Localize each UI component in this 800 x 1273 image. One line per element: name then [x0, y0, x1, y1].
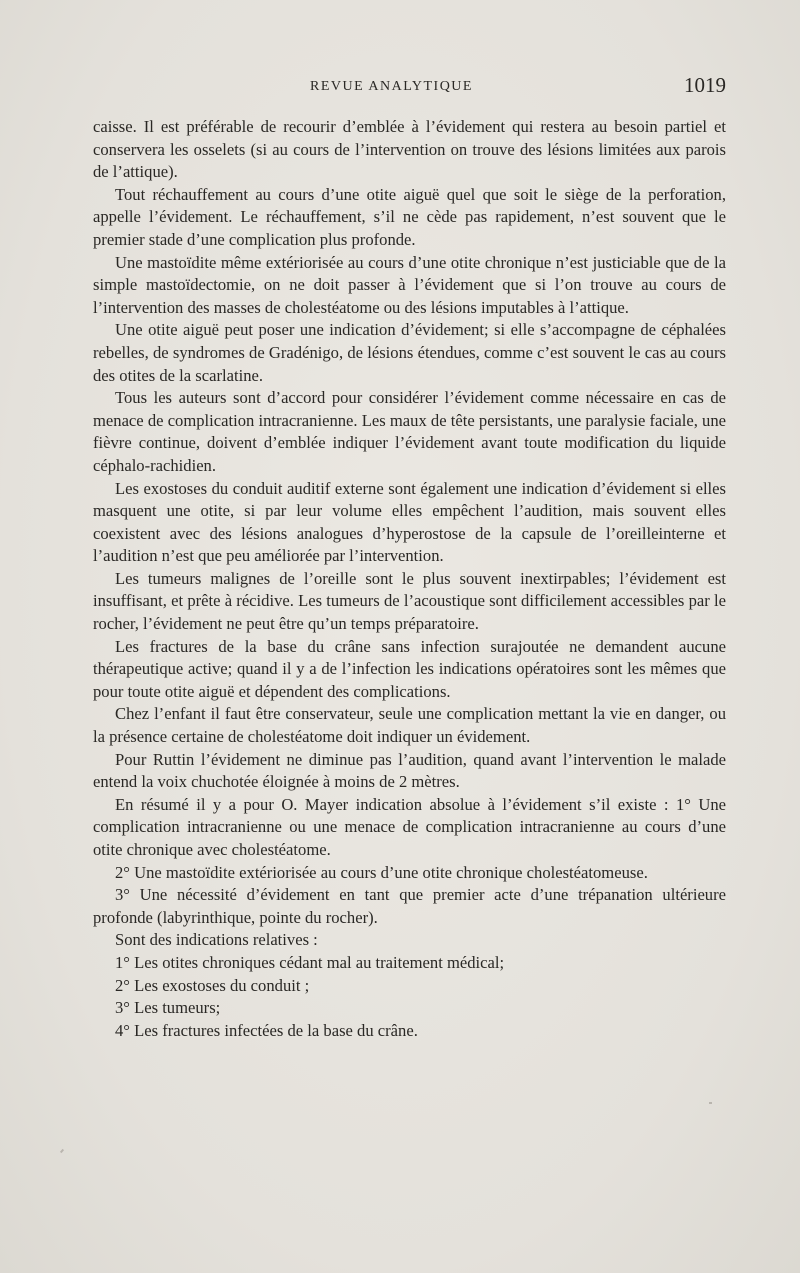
scan-speck — [60, 1149, 64, 1153]
list-item: 2° Les exostoses du conduit ; — [115, 975, 310, 995]
paragraph: Les exostoses du conduit auditif externe sont également une indication d’évidement si elles masquent une otite, si par leur volume elles empêchent l’audition, mais souvent elles coexistent avec des lésions analogues d’hyperostose de la capsule de l’oreilleinterne et l’audition n’est que peu améliorée par l’intervention. — [93, 478, 726, 566]
paragraph: Les fractures de la base du crâne sans infection surajoutée ne demandent aucune thérapeutique active; quand il y a de l’infection les indications opératoires sont les mêmes que pour toute otite aiguë et dépendent des complications. — [93, 636, 726, 701]
paragraph: Une otite aiguë peut poser une indication d’évidement; si elle s’accompagne de céphalées rebelles, de syndromes de Gradénigo, de lésions étendues, comme c’est souvent le cas au cours des otites de la scarlatine. — [93, 320, 726, 385]
list-item: 4° Les fractures infectées de la base du crâne. — [115, 1020, 418, 1040]
page-number: 1019 — [684, 73, 726, 97]
list-item: 3° Les tumeurs; — [115, 998, 221, 1018]
paragraph: caisse. Il est préférable de recourir d’emblée à l’évidement qui restera au besoin partiel et conservera les osselets (si au cours de l’intervention on trouve des lésions limitées aux parois de l’attique). — [93, 117, 726, 182]
list-item: 1° Les otites chroniques cédant mal au traitement médical; — [115, 952, 505, 972]
paragraph: Les tumeurs malignes de l’oreille sont le plus souvent inextirpables; l’évidement est insuffisant, et prête à récidive. Les tumeurs de l’acoustique sont difficilement accessibles par le rocher, l’évidement ne peut être qu’un temps préparatoire. — [93, 568, 726, 634]
paragraph: En résumé il y a pour O. Mayer indication absolue à l’évidement s’il existe : 1° Une complication intracranienne ou une menace de complication intracranienne au cours d’une otite chronique avec cholestéatome. — [93, 794, 726, 859]
paragraph: 2° Une mastoïdite extériorisée au cours d’une otite chronique cholestéatomeuse. — [115, 862, 648, 882]
paragraph: Sont des indications relatives : — [115, 930, 318, 950]
paragraph: Une mastoïdite même extériorisée au cours d’une otite chronique n’est justiciable que de la simple mastoïdectomie, on ne doit passer à l’évidement que si l’on trouve au cours de l’intervention des masses de cholestéatome ou des lésions imputables à l’attique. — [93, 252, 726, 317]
paragraph: Tout réchauffement au cours d’une otite aiguë quel que soit le siège de la perforation, appelle l’évidement. Le réchauffement, s’il ne cède pas rapidement, n’est souvent que le premier stade d’une complication plus profonde. — [93, 184, 726, 249]
paragraph: Tous les auteurs sont d’accord pour considérer l’évidement comme nécessaire en cas de menace de complication intracranienne. Les maux de tête persistants, une paralysie faciale, une fièvre continue, doivent d’emblée indiquer l’évidement avant toute modification du liquide céphalo-rachidien. — [93, 388, 726, 475]
article-body — [93, 116, 726, 1042]
scan-speck — [709, 1102, 712, 1104]
paragraph: Pour Ruttin l’évidement ne diminue pas l’audition, quand avant l’intervention le malade entend la voix chuchotée éloignée à moins de 2 mètres. — [93, 749, 726, 792]
page-header — [80, 73, 726, 103]
paragraph: Chez l’enfant il faut être conservateur, seule une complication mettant la vie en danger, ou la présence certaine de cholestéatome doit indiquer un évidement. — [93, 704, 726, 747]
running-title: REVUE ANALYTIQUE — [310, 79, 473, 94]
paragraph: 3° Une nécessité d’évidement en tant que premier acte d’une trépanation ultérieure profonde (labyrinthique, pointe du rocher). — [93, 885, 726, 927]
